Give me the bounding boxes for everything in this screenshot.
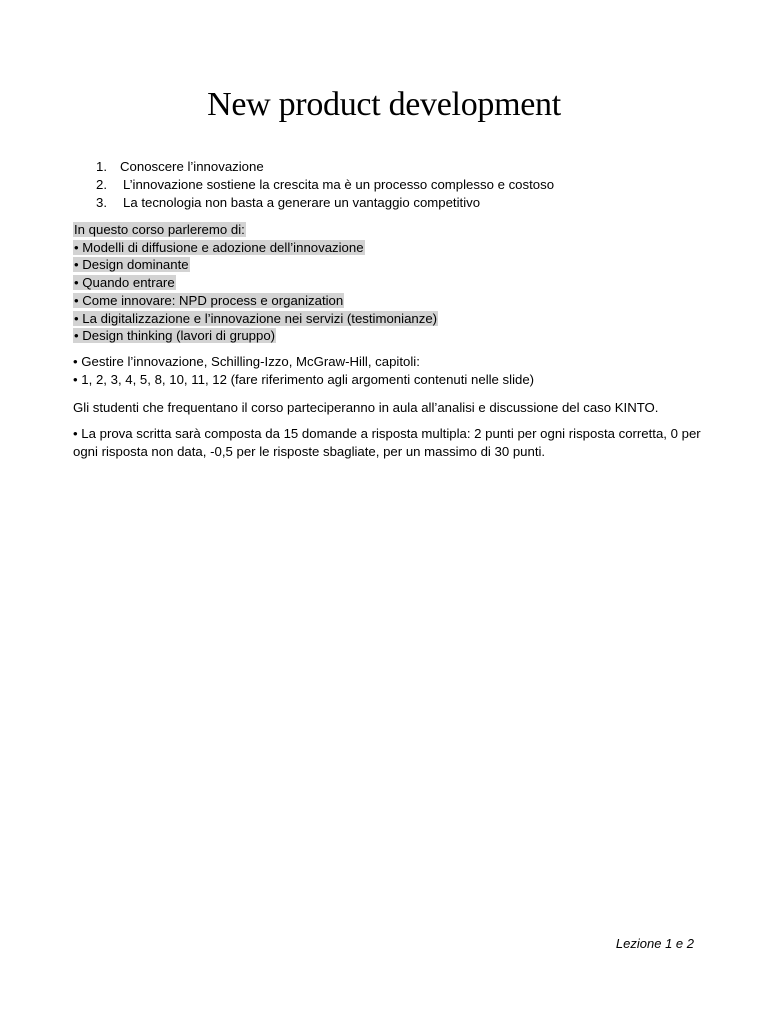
item-text: L’innovazione sostiene la crescita ma è un processo complesso e costoso — [123, 176, 555, 192]
topic-item: • Design thinking (lavori di gruppo) — [74, 328, 276, 344]
numbered-list-item — [96, 176, 554, 194]
chapters-line: • 1, 2, 3, 4, 5, 8, 10, 11, 12 (fare riferimento agli argomenti contenuti nelle slide) — [73, 371, 535, 387]
numbered-list-item — [96, 158, 554, 176]
item-number: 2. — [96, 176, 107, 192]
item-number: 1. — [96, 159, 107, 174]
item-number: 3. — [96, 194, 107, 210]
numbered-list — [96, 158, 554, 211]
course-topics — [73, 221, 438, 345]
document-title: New product development — [207, 86, 561, 123]
topics-intro: In questo corso parleremo di: — [74, 222, 245, 237]
topic-item: • La digitalizzazione e l’innovazione nei servizi (testimonianze) — [74, 310, 438, 326]
page-footer: Lezione 1 e 2 — [615, 936, 694, 951]
exam-paragraph: • La prova scritta sarà composta da 15 domande a risposta multipla: 2 punti per ogni risposta corretta, 0 per ogni risposta non data, -0,5 per le risposte sbagliate, per un massimo di 30 punti. — [73, 426, 701, 460]
topic-item: • Design dominante — [74, 257, 189, 273]
textbook-reference — [73, 353, 534, 388]
case-study-paragraph: Gli studenti che frequentano il corso parteciperanno in aula all’analisi e discussione del caso KINTO. — [73, 400, 659, 415]
topic-item: • Come innovare: NPD process e organization — [74, 292, 344, 308]
numbered-list-item — [96, 194, 554, 212]
item-text: Conoscere l’innovazione — [120, 159, 264, 174]
topic-item: • Quando entrare — [74, 275, 175, 291]
textbook-line: • Gestire l’innovazione, Schilling-Izzo, McGraw-Hill, capitoli: — [73, 354, 420, 369]
topic-item: • Modelli di diffusione e adozione dell’innovazione — [74, 239, 364, 255]
item-text: La tecnologia non basta a generare un vantaggio competitivo — [123, 194, 481, 210]
